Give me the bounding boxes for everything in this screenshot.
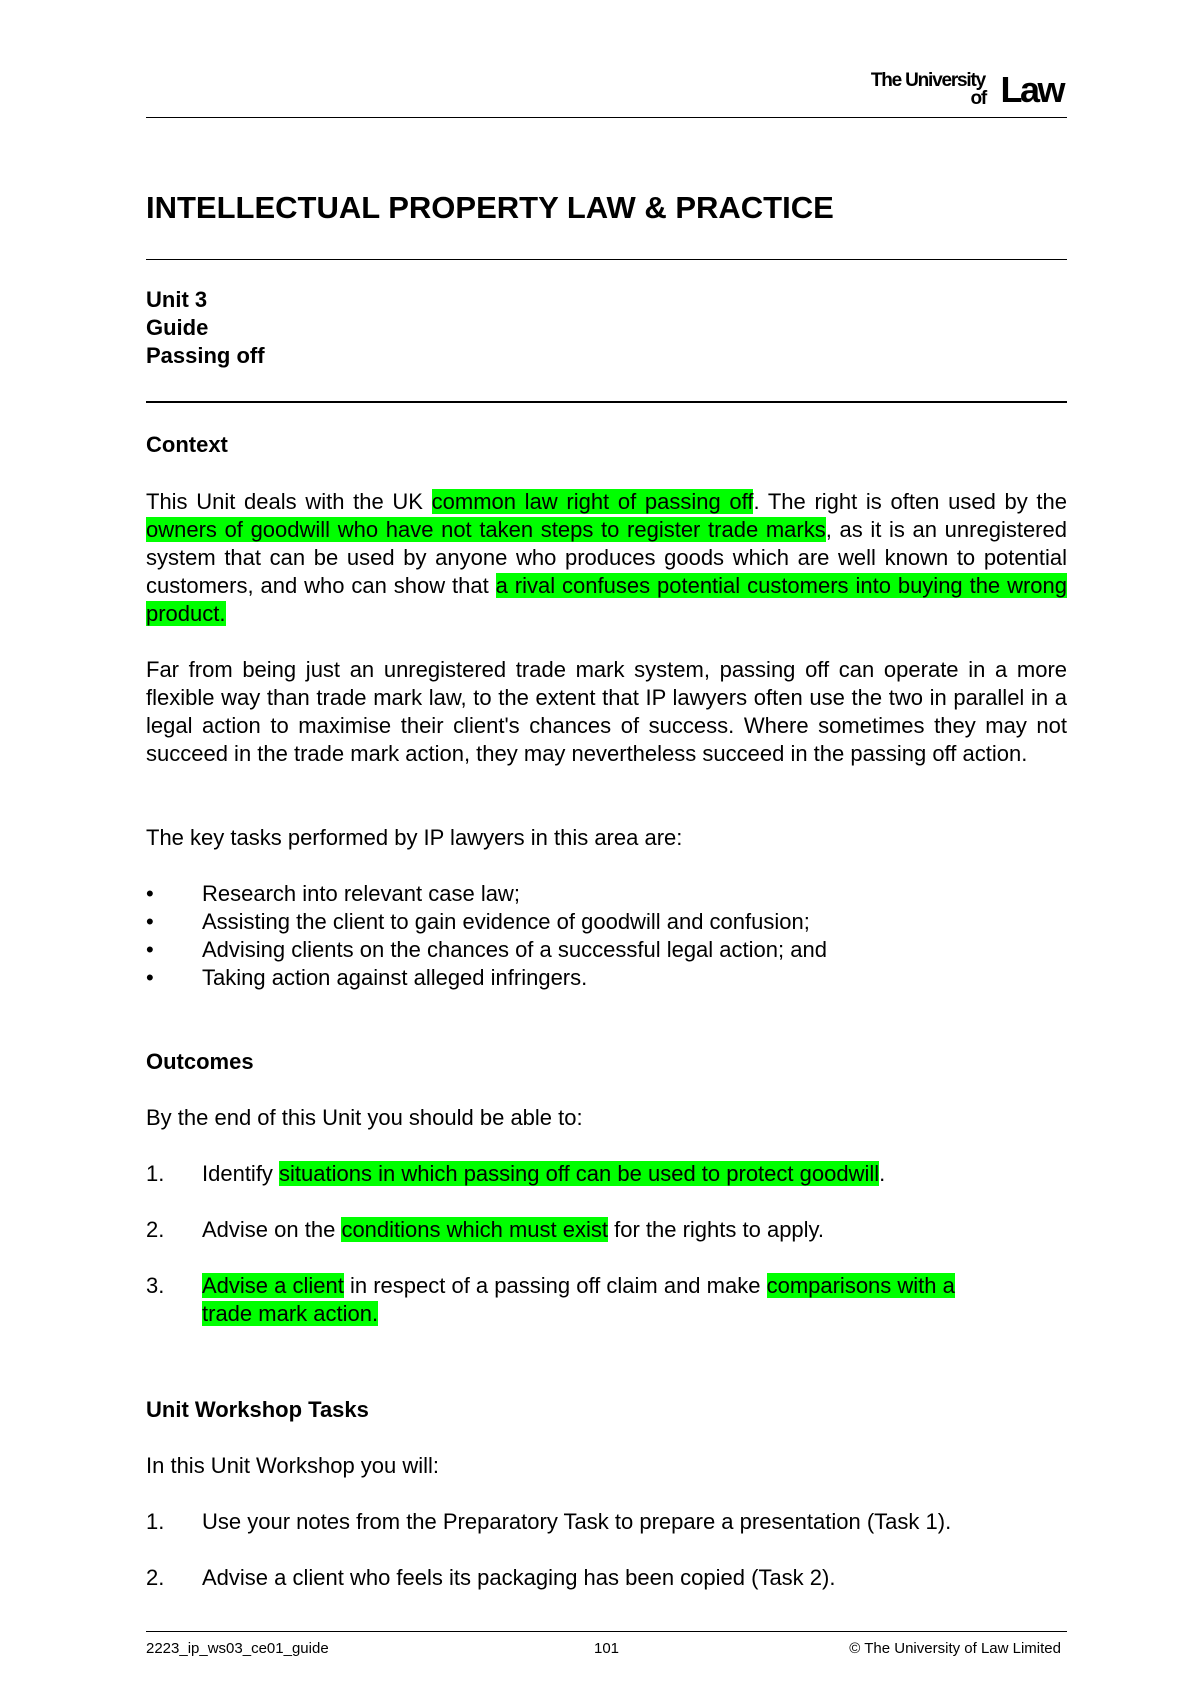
context-paragraph-1 <box>146 488 1067 628</box>
bullet-text: Taking action against alleged infringers. <box>202 965 588 990</box>
footer-doc-code: 2223_ip_ws03_ce01_guide <box>146 1640 329 1657</box>
outcome-item <box>146 1216 1067 1244</box>
highlight: comparisons with a trade mark action. <box>202 1273 955 1326</box>
context-heading: Context <box>146 432 228 457</box>
item-number: 1. <box>146 1161 165 1186</box>
list-item <box>146 880 1067 908</box>
header-rule <box>146 117 1067 118</box>
list-item <box>146 908 1067 936</box>
highlight: conditions which must exist <box>341 1217 608 1242</box>
highlight: Advise a client <box>202 1273 344 1298</box>
bullet-marker: • <box>146 909 154 934</box>
item-text <box>202 1160 1067 1188</box>
highlight: common law right of passing off <box>431 489 754 514</box>
unit-type: Guide <box>146 315 209 340</box>
text-run: Advise on the <box>202 1217 342 1242</box>
bullet-marker: • <box>146 937 154 962</box>
logo-line-1: The University <box>870 70 985 91</box>
text-run: for the rights to apply. <box>608 1217 825 1242</box>
workshop-item <box>146 1564 1067 1592</box>
bullet-marker: • <box>146 965 154 990</box>
item-number: 3. <box>146 1273 165 1298</box>
outcome-item <box>146 1272 1067 1328</box>
text-run: , as it is an unregistered system that can be used by anyone who produces goods which are well known to potential customers, and who can show that <box>146 517 1067 598</box>
item-number: 2. <box>146 1565 165 1590</box>
context-paragraph-2: Far from being just an unregistered trade mark system, passing off can operate in a more flexible way than trade mark law, to the extent that IP lawyers often use the two in parallel in a legal action to maximise their client's chances of success. Where sometimes they may not succeed in the trade mark action, they may nevertheless succeed in the passing off action. <box>146 657 1067 766</box>
workshop-item <box>146 1508 1067 1536</box>
outcomes-intro: By the end of this Unit you should be able to: <box>146 1105 583 1130</box>
logo-line-2: of <box>970 88 986 109</box>
text-run: in respect of a passing off claim and make <box>343 1273 767 1298</box>
document-title: INTELLECTUAL PROPERTY LAW & PRACTICE <box>146 190 834 225</box>
text-run: . The right is often used by the <box>753 489 1067 514</box>
outcomes-heading: Outcomes <box>146 1049 254 1074</box>
list-item <box>146 936 1067 964</box>
title-rule <box>146 259 1067 260</box>
outcome-item <box>146 1160 1067 1188</box>
workshop-intro: In this Unit Workshop you will: <box>146 1453 440 1478</box>
text-run: This Unit deals with the UK <box>146 489 432 514</box>
unit-number: Unit 3 <box>146 287 208 312</box>
text-run: Identify <box>202 1161 280 1186</box>
key-tasks-intro: The key tasks performed by IP lawyers in this area are: <box>146 825 683 850</box>
unit-info <box>146 286 265 370</box>
text-run: . <box>879 1161 886 1186</box>
page-number: 101 <box>593 1640 620 1657</box>
highlight: owners of goodwill who have not taken steps to register trade marks <box>146 517 826 542</box>
item-text <box>202 1272 1002 1328</box>
footer-rule <box>146 1631 1067 1632</box>
footer-copyright: © The University of Law Limited <box>849 1640 1061 1657</box>
workshop-heading: Unit Workshop Tasks <box>146 1397 369 1422</box>
unit-topic: Passing off <box>146 343 265 368</box>
bullet-text: Assisting the client to gain evidence of goodwill and confusion; <box>202 909 810 934</box>
unit-rule <box>146 401 1067 403</box>
highlight: situations in which passing off can be used to protect goodwill <box>279 1161 880 1186</box>
item-number: 1. <box>146 1509 165 1534</box>
bullet-marker: • <box>146 881 154 906</box>
item-number: 2. <box>146 1217 165 1242</box>
item-text: Use your notes from the Preparatory Task to prepare a presentation (Task 1). <box>202 1509 952 1534</box>
logo-line-3: Law <box>1000 69 1063 110</box>
item-text <box>202 1216 1067 1244</box>
highlight: a rival confuses potential customers into buying the wrong product. <box>146 573 1067 626</box>
item-text: Advise a client who feels its packaging has been copied (Task 2). <box>202 1565 836 1590</box>
bullet-text: Research into relevant case law; <box>202 881 520 906</box>
bullet-text: Advising clients on the chances of a successful legal action; and <box>202 937 827 962</box>
university-logo <box>823 66 1063 112</box>
list-item <box>146 964 1067 992</box>
